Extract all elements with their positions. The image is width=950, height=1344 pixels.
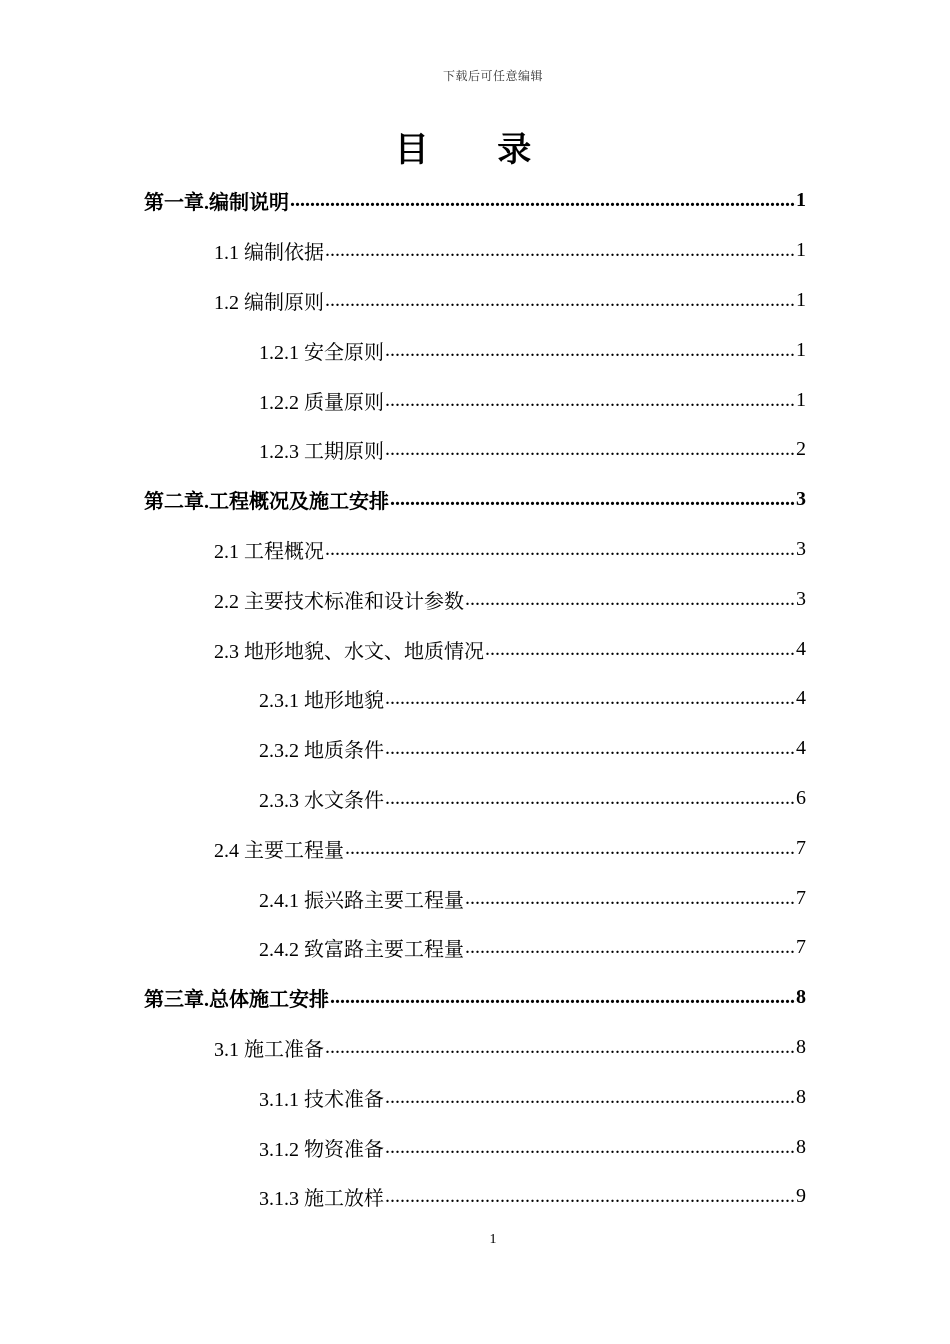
toc-entry[interactable] [0, 475, 950, 525]
toc-entry-label: 3.1.2 物资准备 [259, 1138, 384, 1161]
toc-entry[interactable] [0, 176, 950, 226]
toc-entry[interactable] [0, 823, 950, 873]
toc-entry[interactable] [0, 624, 950, 674]
toc-entry-label: 2.4.2 致富路主要工程量 [259, 939, 464, 962]
toc-entry-page: 1 [796, 288, 806, 311]
toc-entry-label: 第二章.工程概况及施工安排 [144, 491, 389, 514]
toc-entry[interactable] [0, 774, 950, 824]
toc-entry-page: 3 [796, 488, 806, 511]
toc-entry[interactable] [0, 325, 950, 375]
toc-entry[interactable] [0, 1072, 950, 1122]
toc-entry-page: 8 [796, 1085, 806, 1108]
toc-entry-label: 2.4.1 振兴路主要工程量 [259, 889, 464, 912]
toc-entry-label: 1.1 编制依据 [214, 242, 324, 265]
toc-entry[interactable] [0, 674, 950, 724]
dot-leader [385, 339, 796, 362]
toc-entry[interactable] [0, 724, 950, 774]
dot-leader [345, 837, 796, 860]
toc-entry-label: 3.1.1 技术准备 [259, 1088, 384, 1111]
dot-leader [385, 1086, 796, 1109]
toc-entry-page: 4 [796, 737, 806, 760]
dot-leader [325, 239, 796, 262]
toc-entry-page: 4 [796, 637, 806, 660]
toc-entry-page: 6 [796, 786, 806, 809]
dot-leader [465, 588, 796, 611]
toc-entry-page: 8 [796, 1035, 806, 1058]
dot-leader [290, 189, 796, 212]
toc-entry-label: 第三章.总体施工安排 [144, 989, 329, 1012]
dot-leader [385, 687, 796, 710]
toc-entry-page: 1 [796, 189, 806, 212]
toc-entry-page: 4 [796, 687, 806, 710]
dot-leader [325, 1036, 796, 1059]
toc-entry-page: 7 [796, 886, 806, 909]
page-title: 目 录 [394, 132, 562, 169]
dot-leader [385, 787, 796, 810]
toc-entry-label: 2.3.3 水文条件 [259, 789, 384, 812]
toc-entry[interactable] [0, 525, 950, 575]
toc-entry[interactable] [0, 973, 950, 1023]
toc-entry-label: 2.1 工程概况 [214, 540, 324, 563]
toc-entry-page: 7 [796, 836, 806, 859]
toc-entry-page: 1 [796, 388, 806, 411]
dot-leader [385, 1136, 796, 1159]
dot-leader [385, 737, 796, 760]
toc-entry[interactable] [0, 574, 950, 624]
toc-entry-page: 1 [796, 338, 806, 361]
toc-entry[interactable] [0, 923, 950, 973]
toc-entry-label: 2.3.2 地质条件 [259, 740, 384, 763]
toc-entry-label: 1.2.2 质量原则 [259, 391, 384, 414]
toc-entry-page: 3 [796, 587, 806, 610]
toc-entry[interactable] [0, 1023, 950, 1073]
toc-entry-label: 第一章.编制说明 [144, 192, 289, 215]
toc-entry-page: 8 [796, 986, 806, 1009]
toc-entry[interactable] [0, 375, 950, 425]
toc-entry-page: 7 [796, 936, 806, 959]
toc-entry-label: 3.1.3 施工放样 [259, 1188, 384, 1211]
toc-entry[interactable] [0, 1122, 950, 1172]
dot-leader [385, 438, 796, 461]
toc-entry[interactable] [0, 226, 950, 276]
dot-leader [385, 389, 796, 412]
toc-entry-label: 2.2 主要技术标准和设计参数 [214, 590, 464, 613]
dot-leader [385, 1185, 796, 1208]
dot-leader [330, 986, 796, 1009]
dot-leader [325, 538, 796, 561]
toc-entry-page: 9 [796, 1185, 806, 1208]
dot-leader [465, 887, 796, 910]
dot-leader [465, 936, 796, 959]
toc-entry-label: 1.2.3 工期原则 [259, 441, 384, 464]
toc-entry-label: 2.3.1 地形地貌 [259, 690, 384, 713]
toc-entry-label: 2.4 主要工程量 [214, 839, 344, 862]
dot-leader [390, 488, 796, 511]
footer-page-number: 1 [489, 1232, 497, 1247]
toc-entry[interactable] [0, 425, 950, 475]
table-of-contents [0, 176, 950, 1222]
dot-leader [325, 289, 796, 312]
toc-entry-label: 1.2.1 安全原则 [259, 341, 384, 364]
toc-entry-label: 1.2 编制原则 [214, 291, 324, 314]
toc-entry-page: 1 [796, 239, 806, 262]
toc-entry[interactable] [0, 1172, 950, 1222]
toc-entry[interactable] [0, 276, 950, 326]
header-note: 下载后可任意编辑 [442, 69, 543, 83]
toc-entry-page: 2 [796, 438, 806, 461]
toc-entry-label: 3.1 施工准备 [214, 1038, 324, 1061]
toc-entry-label: 2.3 地形地貌、水文、地质情况 [214, 640, 484, 663]
toc-entry[interactable] [0, 873, 950, 923]
dot-leader [485, 638, 796, 661]
toc-entry-page: 8 [796, 1135, 806, 1158]
toc-entry-page: 3 [796, 537, 806, 560]
